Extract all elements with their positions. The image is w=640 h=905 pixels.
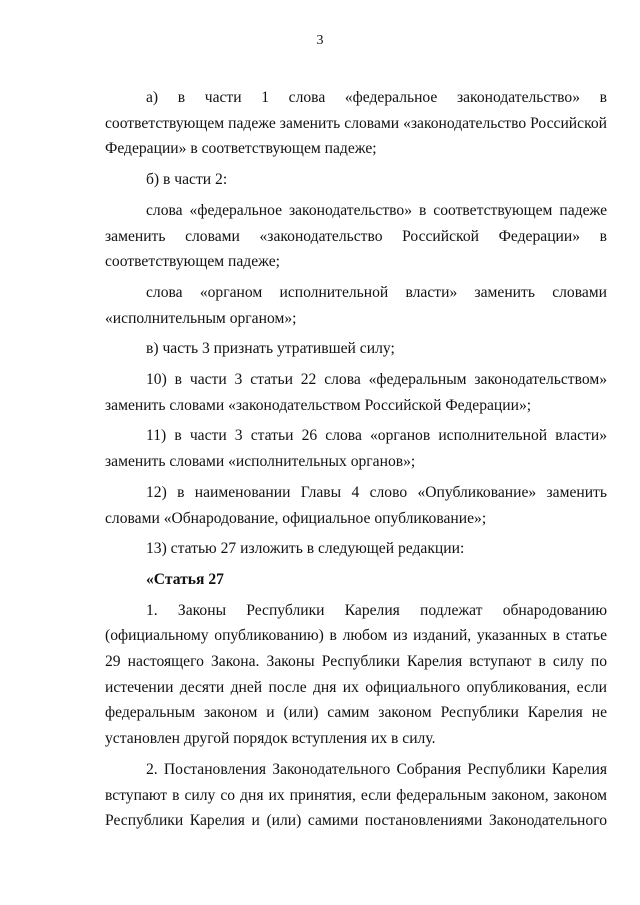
paragraph-c: в) часть 3 признать утратившей силу; bbox=[146, 340, 395, 358]
page-number: 3 bbox=[316, 33, 324, 48]
paragraph-10: 10) в части 3 статьи 22 слова «федеральным законодательством» заменить словами «законодательством Российской Федерации»; bbox=[105, 371, 607, 414]
paragraph-b-words-2: слова «органом исполнительной власти» заменить словами «исполнительным органом»; bbox=[105, 283, 607, 327]
article-27-part-2: 2. Постановления Законодательного Собрания Республики Карелия вступают в силу со дня их принятия, если федеральным законом, законом Республики Карелия и (или) самими постановлениями Законодательного bbox=[105, 760, 607, 830]
paragraph-13: 13) статью 27 изложить в следующей редакции: bbox=[146, 540, 465, 558]
article-27-part-1: 1. Законы Республики Карелия подлежат обнародованию (официальному опубликованию) в любом из изданий, указанных в статье 29 настоящего Закона. Законы Республики Карелия вступают в силу по истечении десяти дней после дня их официального опубликования, если федеральным законом и (или) самим законом Республики Карелия не установлен другой порядок вступления их в силу. bbox=[105, 601, 607, 748]
paragraph-b: б) в части 2: bbox=[146, 171, 228, 189]
paragraph-a: а) в части 1 слова «федеральное законодательство» в соответствующем падеже заменить словами «законодательство Российской Федерации» в соответствующем падеже; bbox=[105, 89, 607, 158]
paragraph-12: 12) в наименовании Главы 4 слово «Опубликование» заменить словами «Обнародование, официальное опубликование»; bbox=[105, 483, 607, 527]
paragraph-11: 11) в части 3 статьи 26 слова «органов исполнительной власти» заменить словами «исполнительных органов»; bbox=[105, 427, 607, 471]
paragraph-b-words-1: слова «федеральное законодательство» в соответствующем падеже заменить словами «законодательство Российской Федерации» в соответствующем падеже; bbox=[105, 201, 607, 271]
article-27-heading: «Статья 27 bbox=[146, 570, 224, 588]
document-body bbox=[105, 85, 607, 839]
